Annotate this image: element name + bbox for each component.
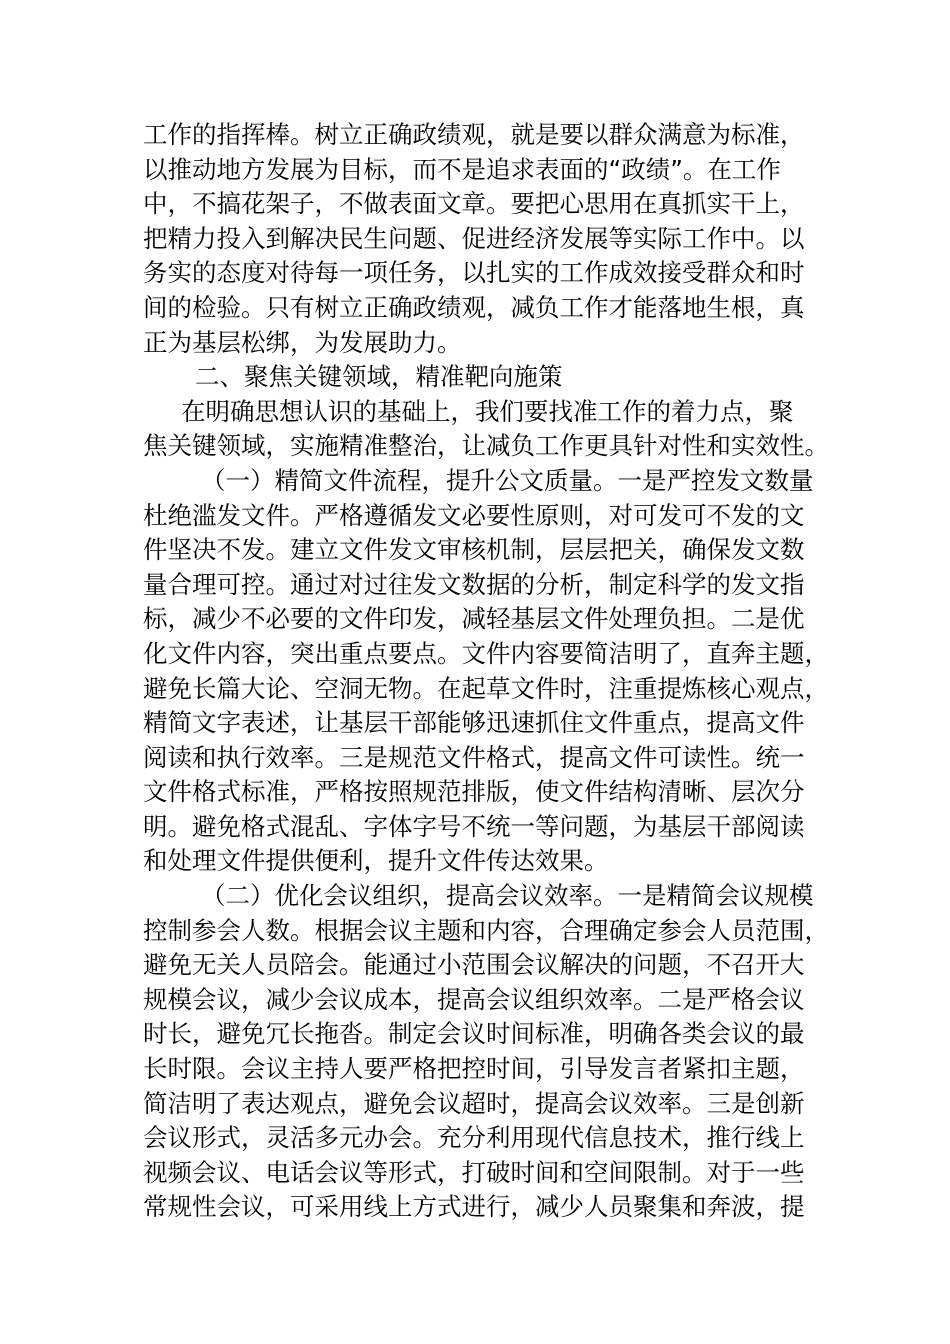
text-line: 中，不搞花架子，不做表面文章。要把心思用在真抓实干上， [143, 189, 805, 219]
text-line: 控制参会人数。根据会议主题和内容，合理确定参会人员范围， [143, 915, 829, 945]
section-heading: 二、聚焦关键领域，精准靶向施策 [195, 362, 563, 392]
text-line: 在明确思想认识的基础上，我们要找准工作的着力点，聚 [181, 396, 794, 426]
text-line: 量合理可控。通过对过往发文数据的分析，制定科学的发文指 [143, 569, 805, 599]
subsection-line: （二）优化会议组织，提高会议效率。一是精简会议规模 [201, 881, 814, 911]
text-line: 常规性会议，可采用线上方式进行，减少人员聚集和奔波，提 [143, 1192, 805, 1222]
text-line: 避免长篇大论、空洞无物。在起草文件时，注重提炼核心观点， [143, 673, 829, 703]
text-line: 间的检验。只有树立正确政绩观，减负工作才能落地生根，真 [143, 292, 805, 322]
text-line: 件坚决不发。建立文件发文审核机制，层层把关，确保发文数 [143, 535, 805, 565]
text-line: 精简文字表述，让基层干部能够迅速抓住文件重点，提高文件 [143, 708, 805, 738]
text-line: 务实的态度对待每一项任务，以扎实的工作成效接受群众和时 [143, 258, 805, 288]
text-line: 规模会议，减少会议成本，提高会议组织效率。二是严格会议 [143, 984, 805, 1014]
text-line: 焦关键领域，实施精准整治，让减负工作更具针对性和实效性。 [143, 431, 829, 461]
text-line: 避免无关人员陪会。能通过小范围会议解决的问题，不召开大 [143, 950, 805, 980]
text-line: 标，减少不必要的文件印发，减轻基层文件处理负担。二是优 [143, 604, 805, 634]
text-line: 和处理文件提供便利，提升文件传达效果。 [143, 846, 609, 876]
text-line: 会议形式，灵活多元办会。充分利用现代信息技术，推行线上 [143, 1123, 805, 1153]
text-line: 时长，避免冗长拖沓。制定会议时间标准，明确各类会议的最 [143, 1019, 805, 1049]
text-line: 简洁明了表达观点，避免会议超时，提高会议效率。三是创新 [143, 1088, 805, 1118]
text-line: 把精力投入到解决民生问题、促进经济发展等实际工作中。以 [143, 223, 805, 253]
text-line: 阅读和执行效率。三是规范文件格式，提高文件可读性。统一 [143, 742, 805, 772]
text-line: 明。避免格式混乱、字体字号不统一等问题，为基层干部阅读 [143, 811, 805, 841]
text-line: 视频会议、电话会议等形式，打破时间和空间限制。对于一些 [143, 1157, 805, 1187]
text-line: 工作的指挥棒。树立正确政绩观，就是要以群众满意为标准， [143, 120, 805, 149]
text-line: 文件格式标准，严格按照规范排版，使文件结构清晰、层次分 [143, 777, 805, 807]
text-line: 正为基层松绑，为发展助力。 [143, 327, 462, 357]
text-line: 长时限。会议主持人要严格把控时间，引导发言者紧扣主题， [143, 1054, 805, 1084]
text-line: 化文件内容，突出重点要点。文件内容要简洁明了，直奔主题， [143, 638, 829, 668]
text-line: 以推动地方发展为目标，而不是追求表面的“政绩”。在工作 [143, 154, 781, 184]
text-line: 杜绝滥发文件。严格遵循发文必要性原则，对可发可不发的文 [143, 500, 805, 530]
subsection-line: （一）精简文件流程，提升公文质量。一是严控发文数量 [201, 465, 814, 495]
body-text [143, 118, 829, 1225]
